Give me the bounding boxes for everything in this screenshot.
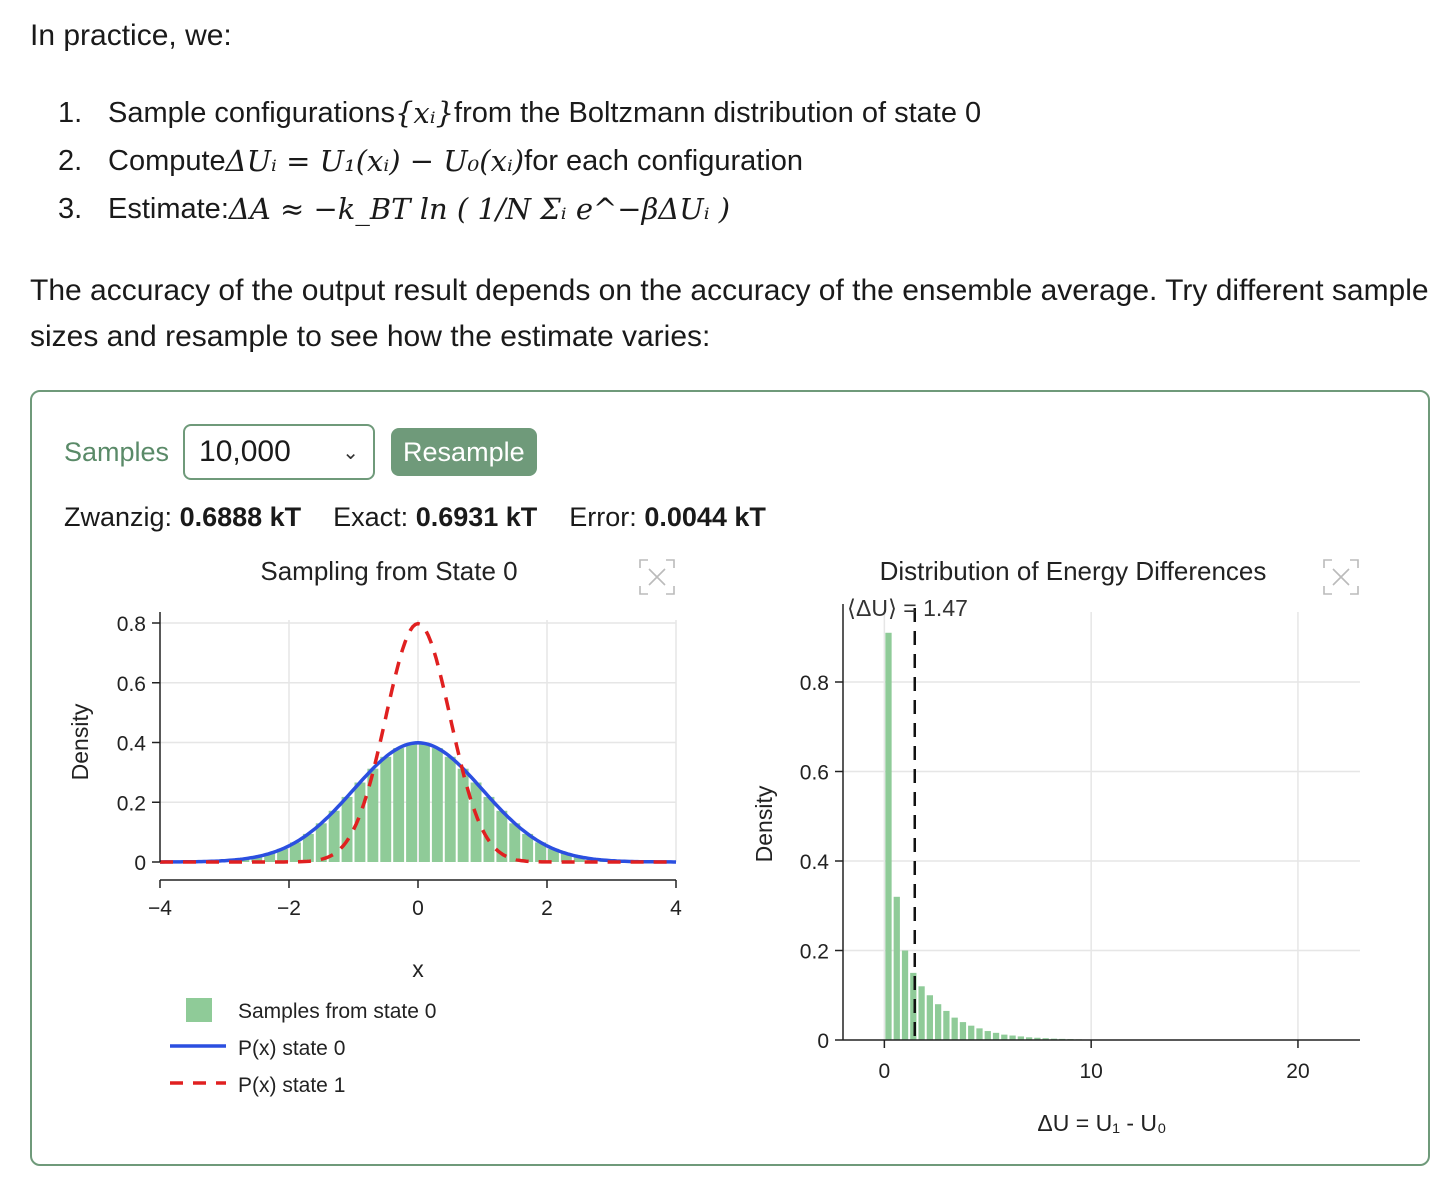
- chart1-ytick-label: 0.6: [116, 672, 146, 696]
- chart2-bar: [894, 897, 900, 1040]
- samples-label: Samples: [64, 436, 170, 467]
- expand-icon-path: [640, 560, 674, 594]
- chart1-bar: [316, 823, 327, 862]
- chart2-bar: [918, 986, 924, 1040]
- chart2-bar: [960, 1022, 966, 1040]
- chart2-xtick-label: 0: [878, 1060, 891, 1083]
- chart2-ytick-label: 0.8: [799, 672, 829, 695]
- chart1-ytick-label: 0: [134, 852, 146, 875]
- legend-label-state1: P(x) state 1: [238, 1074, 346, 1097]
- chart1-title: Sampling from State 0: [260, 556, 518, 586]
- step-item: 1. Sample configurations {xᵢ} from the Boltzmann distribution of state 0: [58, 92, 981, 140]
- chart1-bar: [509, 823, 520, 862]
- chart2-ytick-label: 0.6: [799, 761, 829, 785]
- chart2-bar: [943, 1011, 949, 1040]
- chart1-ytick-label: 0.4: [116, 732, 146, 756]
- chart2-bar: [885, 633, 891, 1040]
- chart1-bar: [445, 757, 456, 862]
- samples-value: 10,000: [199, 435, 291, 468]
- expand-icon[interactable]: [640, 560, 674, 594]
- chart1-bar: [458, 769, 469, 862]
- chart1-bar: [380, 757, 391, 862]
- chart2-title: Distribution of Energy Differences: [879, 556, 1267, 586]
- exact-stat: Exact: 0.6931 kT: [333, 502, 538, 532]
- math-expression: ΔA ≈ −k_BT ln ( 1/N Σᵢ e^−βΔUᵢ ): [228, 192, 731, 226]
- mean-line-label: ⟨ΔU⟩ = 1.47: [847, 595, 968, 621]
- chart2-xlabel: ΔU = U₁ - U₀: [1037, 1110, 1167, 1136]
- chart2-ytick-label: 0: [817, 1030, 829, 1053]
- legend-label-samples: Samples from state 0: [238, 1000, 437, 1023]
- chart1-ytick-label: 0.2: [116, 792, 146, 816]
- math-expression: {xᵢ}: [394, 96, 455, 130]
- chart2-bar: [1001, 1035, 1007, 1040]
- chart2-xtick-label: 10: [1079, 1060, 1103, 1083]
- expand-icon-path: [1324, 560, 1358, 594]
- chart1-ytick-label: 0.8: [116, 613, 146, 636]
- chevron-down-icon: ⌄: [342, 441, 360, 464]
- chart2-bar: [902, 951, 908, 1041]
- chart1-bar: [432, 748, 443, 862]
- description-paragraph: The accuracy of the output result depends on the accuracy of the ensemble average. Try different sample sizes and resample to see how the estimate varies:: [30, 274, 1429, 353]
- chart2-bar: [985, 1031, 991, 1040]
- error-stat: Error: 0.0044 kT: [569, 502, 766, 532]
- chart2-bar: [927, 995, 933, 1040]
- chart1-ylabel: Density: [67, 703, 93, 781]
- legend-label-state0: P(x) state 0: [238, 1037, 346, 1060]
- chart1-bar: [419, 743, 430, 862]
- step-item: 3. Estimate: ΔA ≈ −k_BT ln ( 1/N Σᵢ e^−βΔUᵢ ): [58, 188, 981, 236]
- chart2-bar: [993, 1033, 999, 1040]
- chart1-xlabel: x: [412, 956, 424, 982]
- chart1-xtick-label: 0: [412, 897, 424, 920]
- chart2-bar: [952, 1018, 958, 1040]
- chart2-ytick-label: 0.4: [799, 851, 829, 874]
- step-item: 2. Compute ΔUᵢ = U₁(xᵢ) − U₀(xᵢ) for each configuration: [58, 140, 981, 188]
- legend-swatch-samples: [186, 998, 212, 1022]
- chart2-xtick-label: 20: [1286, 1060, 1310, 1083]
- zwanzig-stat: Zwanzig: 0.6888 kT: [64, 502, 302, 532]
- resample-button[interactable]: Resample: [391, 428, 537, 476]
- math-expression: ΔUᵢ = U₁(xᵢ) − U₀(xᵢ): [225, 144, 525, 178]
- chart1-bar: [471, 783, 482, 862]
- chart1-bar: [342, 797, 353, 862]
- chart2-bar: [968, 1026, 974, 1040]
- chart1-xtick-label: 4: [670, 897, 682, 920]
- chart2-ylabel: Density: [751, 785, 777, 863]
- chart1-bar: [393, 748, 404, 862]
- chart1-xtick-label: −4: [148, 897, 172, 920]
- expand-icon[interactable]: [1324, 560, 1358, 594]
- intro-text: In practice, we:: [30, 19, 232, 52]
- chart1-xtick-label: −2: [277, 897, 301, 920]
- chart1-xtick-label: 2: [541, 897, 553, 920]
- chart2-ytick-label: 0.2: [799, 940, 829, 964]
- chart1-bar: [484, 797, 495, 862]
- chart2-bar: [935, 1004, 941, 1040]
- chart2-bar: [976, 1028, 982, 1040]
- chart1-bar: [406, 743, 417, 862]
